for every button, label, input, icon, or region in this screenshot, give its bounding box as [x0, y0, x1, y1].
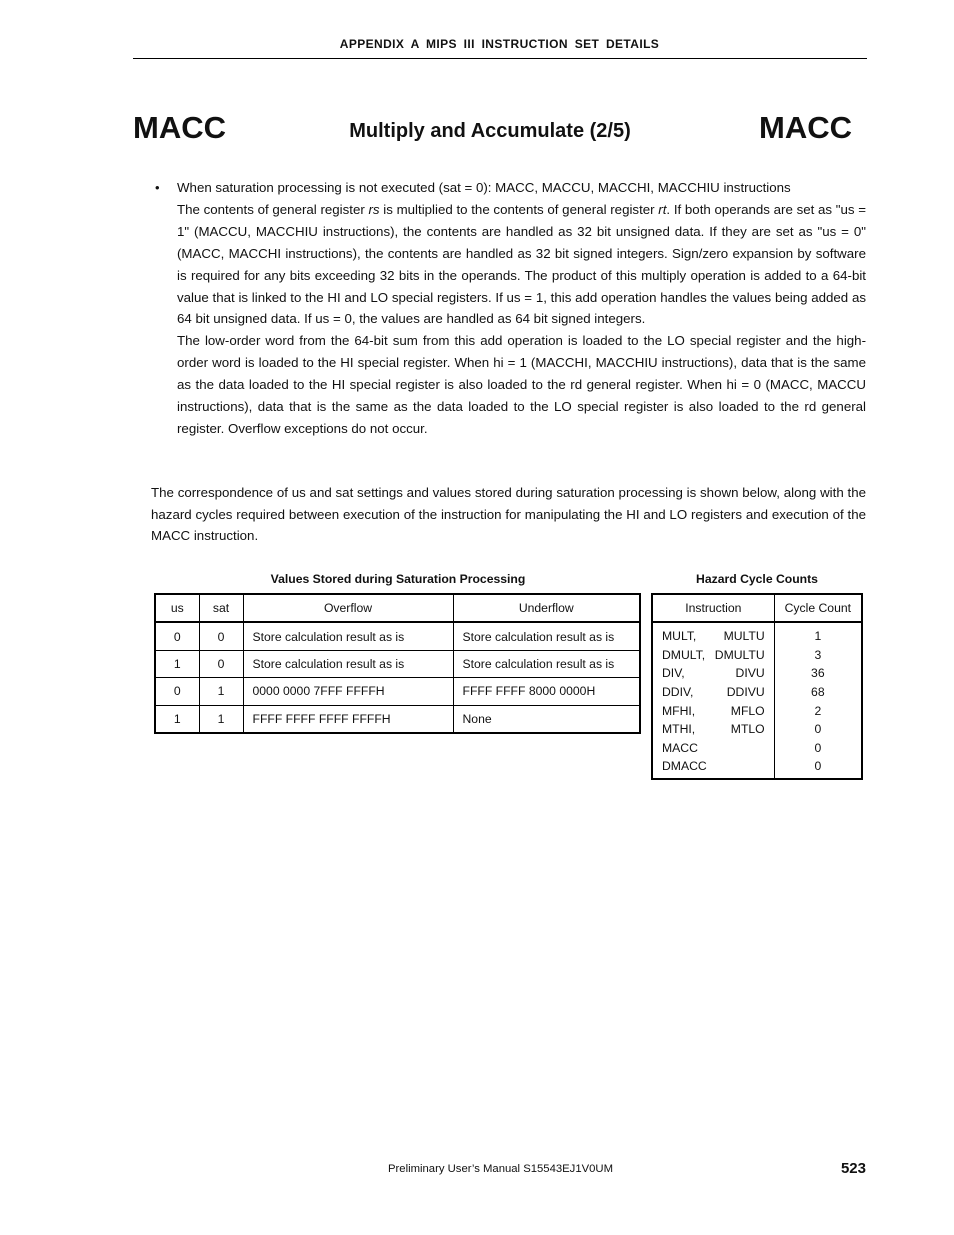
cell-underflow: FFFF FFFF 8000 0000H: [453, 678, 640, 705]
instruction-a: MACC: [662, 740, 698, 755]
header-rule: [133, 58, 867, 59]
bullet-lead: When saturation processing is not executed (sat = 0): MACC, MACCU, MACCHI, MACCHIU instructions: [177, 180, 791, 195]
cell-sat: 0: [199, 650, 243, 677]
table-row: [652, 701, 862, 720]
cell-instruction: [652, 683, 774, 702]
cell-underflow: None: [453, 705, 640, 733]
footer-manual: Preliminary User’s Manual S15543EJ1V0UM: [388, 1163, 613, 1175]
cell-cycle-count: 68: [774, 683, 862, 702]
cell-instruction: [652, 622, 774, 646]
cell-overflow: Store calculation result as is: [243, 622, 453, 650]
saturation-table-caption: Values Stored during Saturation Processing: [270, 572, 526, 586]
col-cycle-count: Cycle Count: [774, 594, 862, 622]
cell-cycle-count: 1: [774, 622, 862, 646]
register-rt: rt: [658, 201, 667, 217]
instruction-a: DDIV,: [662, 685, 694, 700]
page-number: 523: [840, 1160, 866, 1177]
table-row: [652, 739, 862, 758]
instruction-a: MTHI,: [662, 722, 696, 737]
cell-us: 1: [155, 650, 199, 677]
col-us: us: [155, 594, 199, 622]
operand-text-b: is multiplied to the contents of general register: [379, 201, 659, 217]
col-instruction: Instruction: [652, 594, 774, 622]
instruction-b: MFLO: [730, 703, 765, 718]
cell-instruction: [652, 720, 774, 739]
instruction-b: DDIVU: [726, 685, 765, 700]
table-row: [652, 757, 862, 779]
table-row: [155, 622, 640, 650]
cell-sat: 1: [199, 705, 243, 733]
correspondence-paragraph: The correspondence of us and sat settings and values stored during saturation processing is shown below, along with the hazard cycles required between execution of the instruction for manipulating the HI and LO registers and execution of the MACC instruction.: [151, 485, 866, 544]
bullet-symbol: •: [155, 180, 160, 195]
instruction-b: MTLO: [730, 722, 765, 737]
cell-cycle-count: 3: [774, 646, 862, 665]
mnemonic-right: MACC: [759, 110, 852, 145]
cell-overflow: Store calculation result as is: [243, 650, 453, 677]
cell-underflow: Store calculation result as is: [453, 622, 640, 650]
table-row: [652, 720, 862, 739]
hazard-table: [651, 593, 863, 780]
instruction-a: MULT,: [662, 629, 697, 644]
table-row: [652, 646, 862, 665]
cell-sat: 1: [199, 678, 243, 705]
cell-us: 0: [155, 678, 199, 705]
cell-overflow: 0000 0000 7FFF FFFFH: [243, 678, 453, 705]
table-row: [155, 650, 640, 677]
table-row: [652, 664, 862, 683]
cell-instruction: [652, 739, 774, 758]
result-paragraph: The low-order word from the 64-bit sum from this add operation is loaded to the LO special register and the high-order word is loaded to the HI special register. When hi = 1 (MACCHI, MACCHIU instructions), data that is the same as the data loaded to the HI special register is also loaded to the rd general register. When hi = 0 (MACC, MACCU instructions), data that is the same as the data loaded to the LO special register is also loaded to the rd general register. Overflow exceptions do not occur.: [177, 333, 866, 436]
col-underflow: Underflow: [453, 594, 640, 622]
saturation-header-row: [155, 594, 640, 622]
table-row: [652, 622, 862, 646]
instruction-b: MULTU: [723, 629, 765, 644]
cell-instruction: [652, 757, 774, 779]
bullet-block: [177, 177, 866, 440]
cell-cycle-count: 0: [774, 739, 862, 758]
table-row: [155, 705, 640, 733]
table-row: [652, 683, 862, 702]
instruction-b: DIVU: [735, 666, 765, 681]
hazard-header-row: [652, 594, 862, 622]
hazard-table-caption: Hazard Cycle Counts: [696, 572, 818, 586]
operand-text-a: The contents of general register: [177, 201, 369, 217]
col-sat: sat: [199, 594, 243, 622]
instruction-a: DMACC: [662, 759, 707, 774]
cell-underflow: Store calculation result as is: [453, 650, 640, 677]
page-title: Multiply and Accumulate (2/5): [349, 120, 631, 142]
cell-overflow: FFFF FFFF FFFF FFFFH: [243, 705, 453, 733]
instruction-b: DMULTU: [714, 647, 765, 662]
cell-cycle-count: 2: [774, 701, 862, 720]
col-overflow: Overflow: [243, 594, 453, 622]
cell-sat: 0: [199, 622, 243, 650]
cell-cycle-count: 0: [774, 757, 862, 779]
instruction-a: DIV,: [662, 666, 685, 681]
instruction-a: DMULT,: [662, 647, 706, 662]
table-row: [155, 678, 640, 705]
instruction-a: MFHI,: [662, 703, 696, 718]
register-rs: rs: [368, 201, 380, 217]
cell-cycle-count: 36: [774, 664, 862, 683]
saturation-table: [154, 593, 641, 734]
mnemonic-left: MACC: [133, 110, 226, 145]
running-header: APPENDIX A MIPS III INSTRUCTION SET DETAILS: [339, 37, 660, 51]
cell-us: 1: [155, 705, 199, 733]
cell-us: 0: [155, 622, 199, 650]
operand-text-c: . If both operands are set as "us = 1" (MACCU, MACCHIU instructions), the contents are handled as 32 bit unsigned data. If they are set as "us = 0" (MACC, MACCHI instructions), the contents are handled as 32 bit signed integers. Sign/zero expansion by software is required for any bits exceeding 32 bits in the operands. The product of this multiply operation is added to a 64-bit value that is linked to the HI and LO special registers. If us = 1, this add operation handles the values being added as 64 bit unsigned data. If us = 0, the values are handled as 64 bit signed integers.: [177, 201, 866, 327]
cell-instruction: [652, 664, 774, 683]
cell-cycle-count: 0: [774, 720, 862, 739]
cell-instruction: [652, 701, 774, 720]
operand-paragraph: [177, 199, 866, 330]
cell-instruction: [652, 646, 774, 665]
